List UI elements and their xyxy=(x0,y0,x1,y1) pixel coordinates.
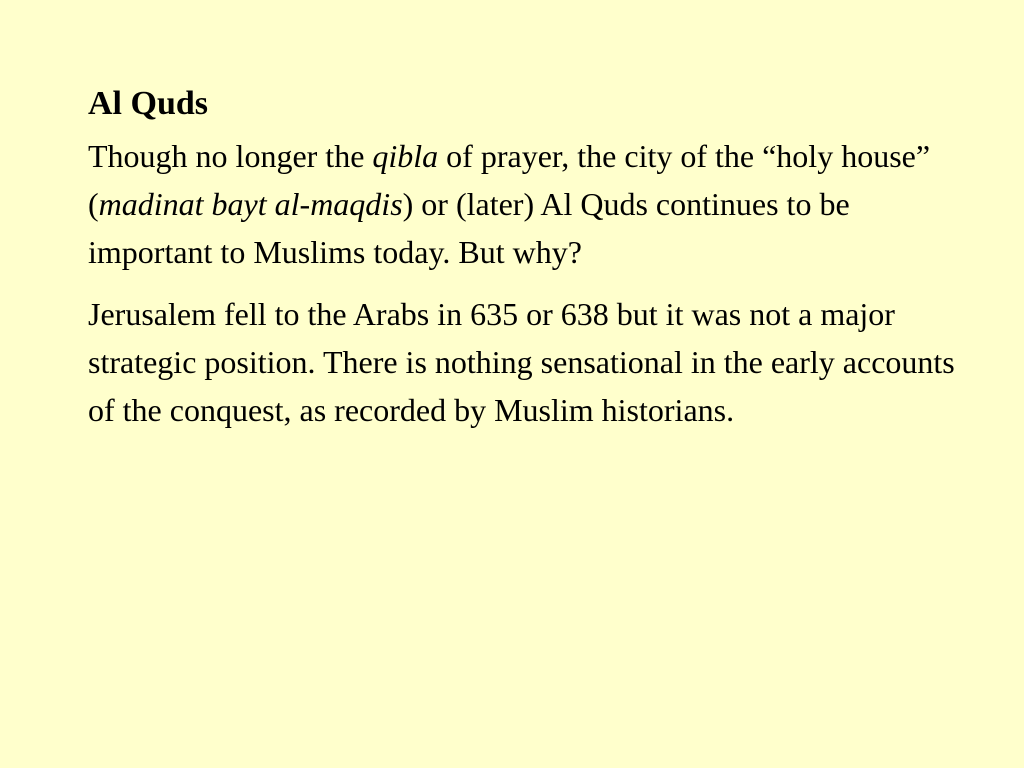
term-madinat-bayt-al-maqdis: madinat bayt al-maqdis xyxy=(98,186,403,222)
paragraph-1-text-c: ) or (later) Al Quds continues to be important to Muslims today. But why? xyxy=(88,186,850,270)
paragraph-1 xyxy=(88,132,978,276)
paragraph-1-text-b: of prayer, the city of the “holy house” ( xyxy=(88,138,931,222)
slide-content xyxy=(88,80,978,434)
paragraph-1-text-a: Though no longer the xyxy=(88,138,373,174)
paragraph-2: Jerusalem fell to the Arabs in 635 or 638 but it was not a major strategic position. There is nothing sensational in the early accounts of the conquest, as recorded by Muslim historians. xyxy=(88,296,955,428)
term-qibla: qibla xyxy=(372,138,439,174)
slide-title: Al Quds xyxy=(88,85,208,122)
